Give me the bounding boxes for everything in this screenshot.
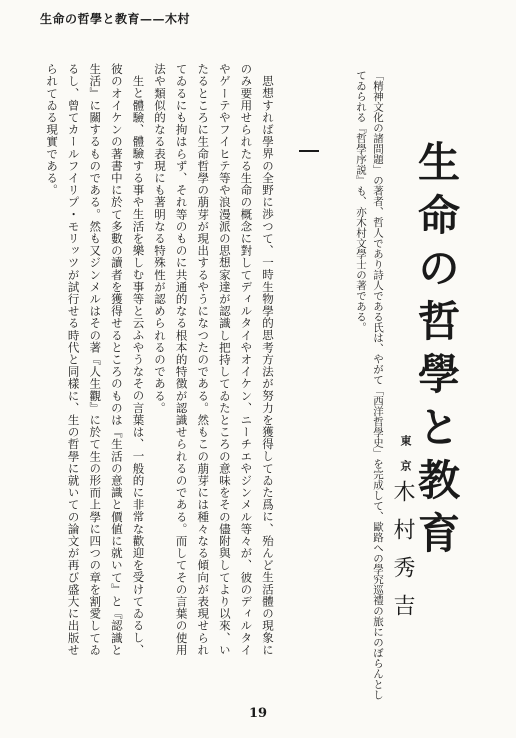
editor-note: 「精神文化の諸問題」の著者、哲人であり詩人である氏は、やがて「西洋哲學史」を完成して、歐路への學究巡禮の旅にのぼらんとしてゐられる『哲學序説』も、亦木村文學士の著である。 [355, 70, 384, 700]
section-number-mark [299, 150, 319, 152]
running-head: 生命の哲學と教育——木村 [40, 12, 191, 26]
author-name: 木村秀吉 [390, 480, 415, 632]
page-number: 19 [248, 706, 268, 721]
author-place: 東京 [399, 435, 412, 485]
body-paragraph: 思想すれば學界の全野に渉つて、一時生物學的思考方法が努力を獲得してゐた爲に、殆んど生活體の現象にのみ要用せられたる生命の概念に對してディルタイやオイケン、ニーチエやジンメル等々が、彼のディルタイやゲーテやフイヒテ等や浪漫派の思想家達が認識し把持してゐたところの意味をその儘附與してより以來、いたるところに生命哲學の萠芽が現出するやうになつたのである。然もこの萠芽には種々なる傾向が表現せられてゐるにも拘はらず、それ等のものに共通的なる根本的特徴が認識せられるのである。而してその言葉の使用法や類似的なる表現にも著明なる特殊性が認められるのである。 [153, 63, 275, 656]
article-body [40, 63, 278, 663]
article-title: 生命の哲學と教育 [412, 140, 461, 564]
body-paragraph: 生と體驗、體驗する事や生活を樂しむ事等と云ふやうなその言葉は、一般的に非常な歡迎を受けてゐるし、彼のオイケンの著書中に於て多數の讀者を獲得せるところのものは『生活の意識と價値に就いて』と『認識と生活』に關するものである。然も又ジンメルはその著『人生觀』に於て生の形而上學に四つの章を割愛してゐるし、曾てカールフイリプ・モリッツが試行せる時代と同樣に、生の哲學に就いての論文が再び盛大に出版せられてゐる現實である。 [45, 63, 146, 656]
